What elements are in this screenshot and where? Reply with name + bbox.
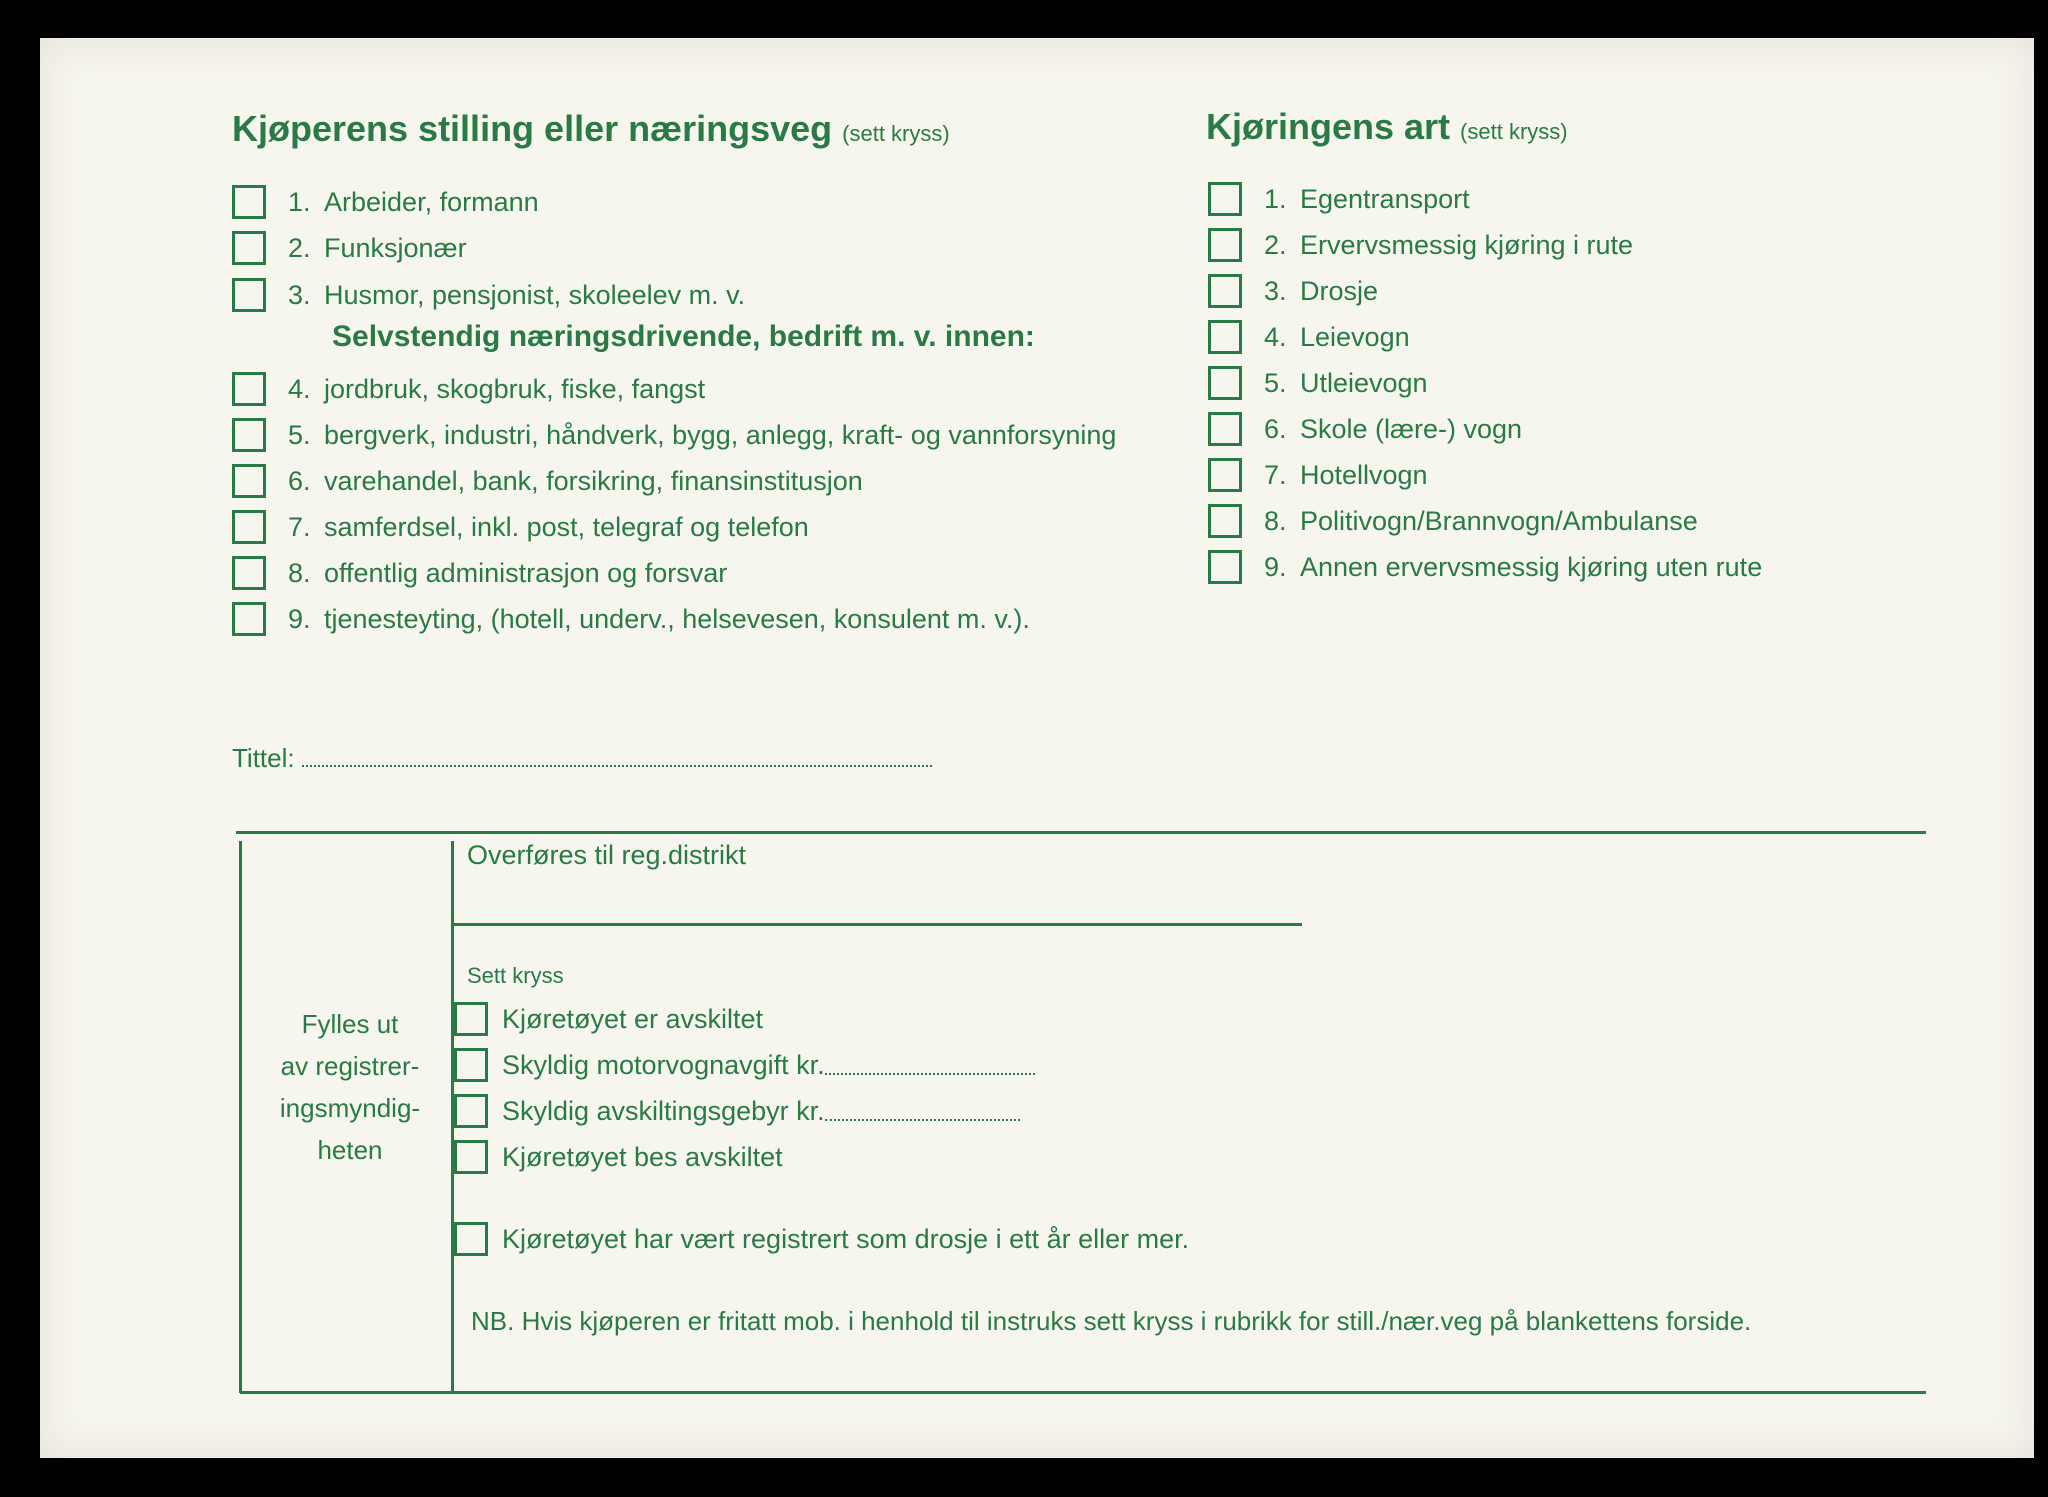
box-left-border [239, 841, 242, 1393]
option-label: Leievogn [1300, 321, 1410, 352]
amount-dotted-line[interactable] [825, 1055, 1035, 1075]
driving-option-1[interactable] [1208, 182, 1470, 216]
check-label: Kjøretøyet har vært registrert som drosje i ett år eller mer. [502, 1223, 1190, 1254]
option-label: offentlig administrasjon og forsvar [324, 557, 728, 588]
side-label-line: ingsmyndig- [279, 1093, 421, 1123]
checkbox[interactable] [1208, 412, 1242, 446]
option-number: 9. [288, 603, 311, 634]
registry-check-2[interactable] [454, 1048, 1035, 1082]
title-label: Tittel: [232, 743, 295, 773]
option-label: Politivogn/Brannvogn/Ambulanse [1300, 505, 1698, 536]
option-label: Skole (lære-) vogn [1300, 413, 1523, 444]
occupation-option-9[interactable] [232, 602, 1030, 636]
option-number: 3. [288, 279, 311, 310]
option-label: Arbeider, formann [324, 186, 539, 217]
option-number: 6. [1264, 413, 1287, 444]
amount-dotted-line[interactable] [825, 1101, 1020, 1121]
option-label: Husmor, pensjonist, skoleelev m. v. [324, 279, 746, 310]
checkbox[interactable] [1208, 320, 1242, 354]
checkbox[interactable] [232, 278, 266, 312]
option-number: 4. [288, 373, 311, 404]
side-label-line: av registrer- [280, 1051, 420, 1081]
checkbox[interactable] [1208, 366, 1242, 400]
check-label: Kjøretøyet bes avskiltet [502, 1141, 783, 1172]
transfer-input-line[interactable] [454, 923, 1302, 926]
registry-check-3[interactable] [454, 1094, 1020, 1128]
buyer-occupation-title: Kjøperens stilling eller næringsveg [232, 108, 833, 149]
title-field[interactable] [232, 743, 932, 774]
check-label: Skyldig motorvognavgift kr. [502, 1049, 825, 1080]
occupation-option-8[interactable] [232, 556, 727, 590]
driving-option-8[interactable] [1208, 504, 1698, 538]
checkbox[interactable] [1208, 550, 1242, 584]
registry-check-4[interactable] [454, 1140, 783, 1174]
checkbox[interactable] [232, 510, 266, 544]
option-label: Utleievogn [1300, 367, 1428, 398]
driving-option-9[interactable] [1208, 550, 1762, 584]
nb-note: NB. Hvis kjøperen er fritatt mob. i henhold til instruks sett kryss i rubrikk for still./nær.veg på blankettens forside. [471, 1306, 1752, 1336]
occupation-option-3[interactable] [232, 278, 745, 312]
checkbox[interactable] [1208, 274, 1242, 308]
transfer-label: Overføres til reg.distrikt [467, 840, 747, 870]
driving-type-title: Kjøringens art [1206, 106, 1451, 147]
driving-option-2[interactable] [1208, 228, 1633, 262]
checkbox[interactable] [454, 1222, 488, 1256]
occupation-option-1[interactable] [232, 185, 539, 219]
option-label: Funksjonær [324, 232, 467, 263]
side-label-line: Fylles ut [301, 1009, 399, 1039]
occupation-option-2[interactable] [232, 231, 467, 265]
checkbox[interactable] [232, 556, 266, 590]
option-number: 7. [288, 511, 311, 542]
option-label: jordbruk, skogbruk, fiske, fangst [324, 373, 706, 404]
sett-kryss-label: Sett kryss [467, 963, 564, 988]
buyer-occupation-heading [232, 108, 950, 150]
option-number: 1. [1264, 183, 1287, 214]
checkbox[interactable] [1208, 182, 1242, 216]
option-number: 5. [1264, 367, 1287, 398]
occupation-option-5[interactable] [232, 418, 1116, 452]
driving-type-note: (sett kryss) [1460, 119, 1568, 144]
option-number: 8. [1264, 505, 1287, 536]
checkbox[interactable] [232, 602, 266, 636]
driving-option-5[interactable] [1208, 366, 1428, 400]
checkbox[interactable] [454, 1002, 488, 1036]
option-label: Ervervsmessig kjøring i rute [1300, 229, 1634, 260]
option-label: Drosje [1300, 275, 1379, 306]
driving-option-4[interactable] [1208, 320, 1410, 354]
drosje-check[interactable] [454, 1222, 1189, 1256]
driving-option-3[interactable] [1208, 274, 1378, 308]
checkbox[interactable] [1208, 504, 1242, 538]
option-number: 6. [288, 465, 311, 496]
checkbox[interactable] [232, 418, 266, 452]
checkbox[interactable] [232, 372, 266, 406]
option-label: bergverk, industri, håndverk, bygg, anlegg, kraft- og vannforsyning [324, 419, 1117, 450]
check-label: Kjøretøyet er avskiltet [502, 1003, 764, 1034]
option-number: 3. [1264, 275, 1287, 306]
option-number: 1. [288, 186, 311, 217]
checkbox[interactable] [454, 1140, 488, 1174]
option-number: 5. [288, 419, 311, 450]
checkbox[interactable] [454, 1048, 488, 1082]
option-number: 2. [288, 232, 311, 263]
checkbox[interactable] [454, 1094, 488, 1128]
option-label: varehandel, bank, forsikring, finansinstitusjon [324, 465, 863, 496]
option-number: 8. [288, 557, 311, 588]
buyer-occupation-note: (sett kryss) [842, 121, 950, 146]
option-number: 2. [1264, 229, 1287, 260]
side-label-line: heten [317, 1135, 383, 1165]
driving-option-6[interactable] [1208, 412, 1522, 446]
option-label: samferdsel, inkl. post, telegraf og telefon [324, 511, 809, 542]
option-number: 7. [1264, 459, 1287, 490]
checkbox[interactable] [1208, 458, 1242, 492]
checkbox[interactable] [232, 231, 266, 265]
option-number: 4. [1264, 321, 1287, 352]
driving-option-7[interactable] [1208, 458, 1428, 492]
option-number: 9. [1264, 551, 1287, 582]
occupation-option-6[interactable] [232, 464, 863, 498]
option-label: Egentransport [1300, 183, 1470, 214]
registry-check-1[interactable] [454, 1002, 763, 1036]
checkbox[interactable] [1208, 228, 1242, 262]
box-top-border [236, 831, 1926, 834]
checkbox[interactable] [232, 464, 266, 498]
registry-side-label [250, 1003, 450, 1171]
option-label: tjenesteyting, (hotell, underv., helsevesen, konsulent m. v.). [324, 603, 1030, 634]
title-dotted-line[interactable] [302, 747, 932, 767]
check-label: Skyldig avskiltingsgebyr kr. [502, 1095, 825, 1126]
form-sheet [40, 38, 2034, 1458]
occupation-option-7[interactable] [232, 510, 809, 544]
option-label: Annen ervervsmessig kjøring uten rute [1300, 551, 1763, 582]
option-label: Hotellvogn [1300, 459, 1428, 490]
occupation-option-4[interactable] [232, 372, 705, 406]
checkbox[interactable] [232, 185, 266, 219]
self-employed-subheading: Selvstendig næringsdrivende, bedrift m. v. innen: [332, 320, 1035, 353]
box-bottom-border [240, 1391, 1926, 1394]
driving-type-heading [1206, 106, 1568, 148]
